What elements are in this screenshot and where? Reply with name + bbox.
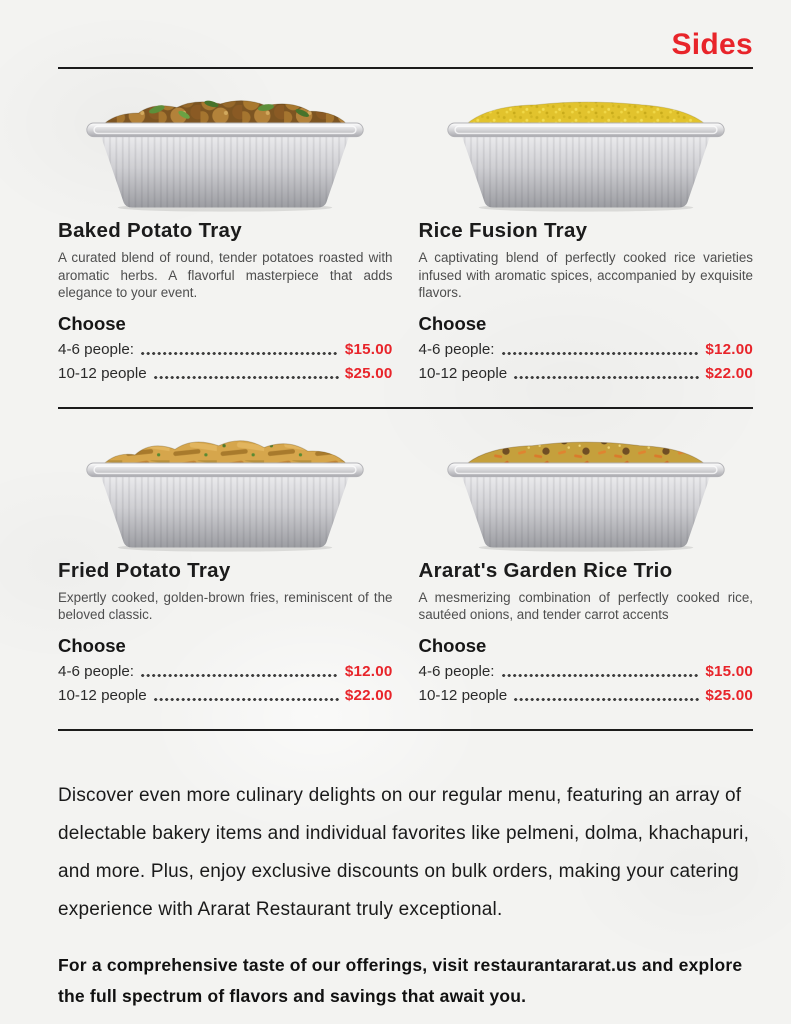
price-row — [58, 685, 393, 707]
price-value: $22.00 — [705, 365, 753, 383]
price-row — [419, 661, 754, 683]
garden-rice-trio-photo — [419, 431, 754, 553]
menu-row-2 — [58, 409, 753, 729]
baked-potato-tray-photo — [58, 91, 393, 213]
dot-leader — [141, 674, 339, 677]
size-label: 10-12 people — [58, 687, 147, 705]
menu-item-baked-potato-tray — [58, 91, 393, 385]
choose-label: Choose — [418, 312, 487, 334]
menu-item-ararats-garden-rice-trio — [419, 431, 754, 707]
dot-leader — [502, 674, 700, 677]
choose-label: Choose — [58, 312, 126, 334]
price-row — [58, 661, 393, 683]
price-row — [419, 363, 754, 385]
size-label: 4-6 people: — [58, 663, 134, 681]
item-title: Ararat's Garden Rice Trio — [418, 558, 673, 582]
price-value: $12.00 — [344, 663, 393, 681]
item-title: Rice Fusion Tray — [418, 219, 588, 242]
dot-leader — [514, 376, 699, 379]
menu-content — [58, 69, 753, 731]
item-description: Expertly cooked, golden-brown fries, reminiscent of the beloved classic. — [58, 589, 393, 623]
item-description: A mesmerizing combination of perfectly cooked rice, sautéed onions, and tender carrot accents — [418, 589, 753, 623]
item-description: A curated blend of round, tender potatoes roasted with aromatic herbs. A flavorful masterpiece that adds elegance to your event. — [58, 250, 393, 301]
price-value: $22.00 — [344, 687, 393, 705]
menu-row-1 — [58, 69, 753, 407]
size-label: 10-12 people — [58, 365, 147, 383]
item-title: Fried Potato Tray — [58, 558, 231, 582]
size-label: 10-12 people — [418, 687, 508, 705]
price-value: $15.00 — [705, 663, 753, 681]
price-value: $15.00 — [344, 341, 393, 359]
choose-label: Choose — [418, 634, 487, 656]
dot-leader — [141, 352, 339, 355]
section-divider — [58, 729, 753, 731]
choose-label: Choose — [58, 634, 126, 656]
size-label: 10-12 people — [418, 365, 508, 383]
dot-leader — [514, 698, 699, 701]
price-row — [419, 685, 754, 707]
item-description: A captivating blend of perfectly cooked rice varieties infused with aromatic spices, accompanied by exquisite flavors. — [418, 250, 753, 301]
menu-item-fried-potato-tray — [58, 431, 393, 707]
item-title: Baked Potato Tray — [58, 219, 242, 242]
footer-info-paragraph: Discover even more culinary delights on our regular menu, featuring an array of delectable bakery items and individual favorites like pelmeni, dolma, khachapuri, and more. Plus, enjoy exclusive discounts on bulk orders, making your catering experience with Ararat Restaurant truly exceptional. — [58, 784, 750, 920]
price-value: $25.00 — [344, 365, 393, 383]
size-label: 4-6 people: — [58, 341, 134, 359]
footer-cta-paragraph: For a comprehensive taste of our offerings, visit restaurantararat.us and explore the full spectrum of flavors and savings that await you. — [58, 954, 743, 1006]
page-footer — [58, 777, 753, 1012]
rice-fusion-tray-photo — [419, 91, 754, 213]
dot-leader — [502, 352, 700, 355]
price-value: $25.00 — [705, 687, 753, 705]
dot-leader — [154, 698, 339, 701]
page-header — [58, 30, 753, 69]
size-label: 4-6 people: — [418, 663, 495, 681]
price-row — [58, 339, 393, 361]
fried-potato-tray-photo — [58, 431, 393, 553]
menu-item-rice-fusion-tray — [419, 91, 754, 385]
size-label: 4-6 people: — [418, 341, 495, 359]
price-row — [419, 339, 754, 361]
price-row — [58, 363, 393, 385]
price-value: $12.00 — [705, 341, 753, 359]
page-title: Sides — [671, 28, 753, 61]
dot-leader — [154, 376, 339, 379]
